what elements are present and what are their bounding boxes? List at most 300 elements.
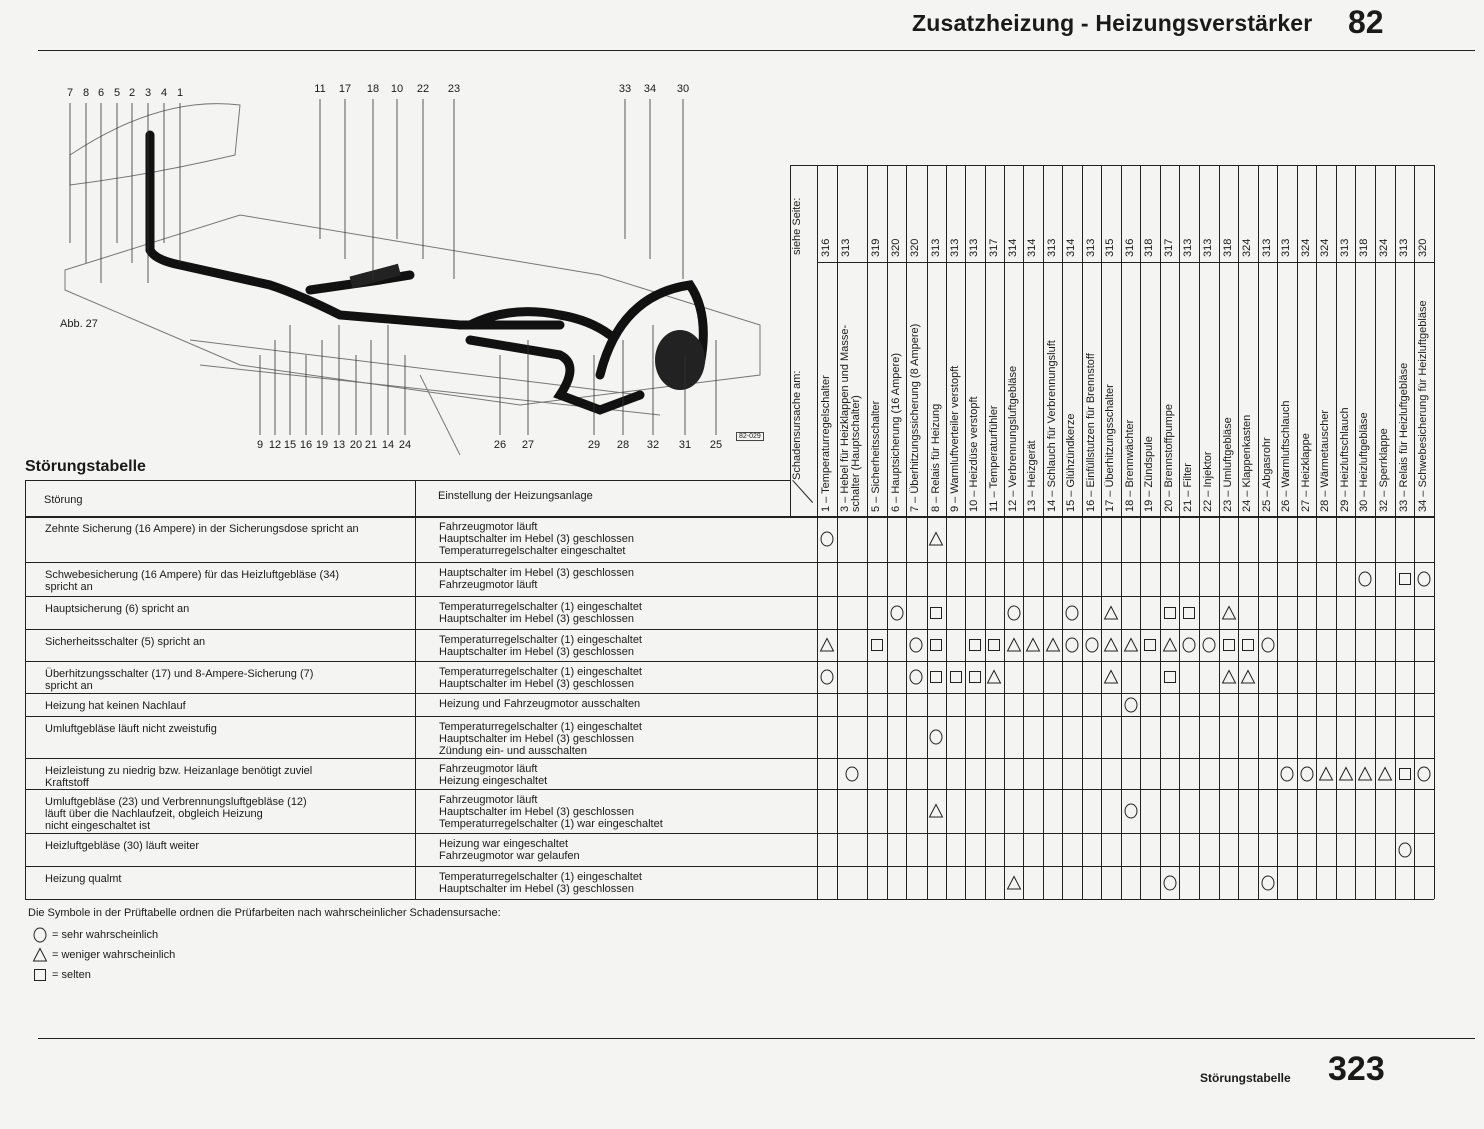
callout-label: 9: [256, 439, 264, 451]
row-stoerung: Schwebesicherung (16 Ampere) für das Heizluftgebläse (34) spricht an: [45, 569, 340, 593]
square-symbol: [1142, 637, 1158, 653]
column-header-page: 313: [1398, 238, 1410, 257]
matrix-mark: [1123, 697, 1139, 713]
column-divider: [1297, 165, 1298, 899]
legend-item: [32, 967, 91, 983]
triangle-symbol: [1123, 637, 1139, 653]
square-symbol: [928, 605, 944, 621]
matrix-mark: [1416, 571, 1432, 587]
triangle-symbol: [928, 803, 944, 819]
triangle-symbol: [1240, 669, 1256, 685]
circle-symbol: [1416, 571, 1432, 587]
callout-label: 2: [128, 87, 136, 99]
column-header-page: 315: [1104, 238, 1116, 257]
column-header-label: 30 – Heizluftgebläse: [1358, 412, 1370, 512]
row-stoerung: Hauptsicherung (6) spricht an: [45, 603, 190, 615]
matrix-mark: [1045, 637, 1061, 653]
column-header-label: 28 – Wärmetauscher: [1319, 409, 1331, 512]
column-divider: [1277, 165, 1278, 899]
legend-label: = weniger wahrscheinlich: [52, 949, 176, 961]
square-symbol: [1240, 637, 1256, 653]
square-symbol: [1397, 571, 1413, 587]
matrix-mark: [869, 637, 885, 653]
matrix-mark: [1142, 637, 1158, 653]
column-divider: [1414, 165, 1415, 899]
column-header-page: 313: [968, 238, 980, 257]
circle-symbol: [819, 669, 835, 685]
row-einstellung: Temperaturregelschalter (1) eingeschaltet Hauptschalter im Hebel (3) geschlossen: [439, 666, 642, 690]
circle-symbol: [1181, 637, 1197, 653]
column-header-label: 14 – Schlauch für Verbrennungsluft: [1046, 340, 1058, 512]
column-divider: [1179, 165, 1180, 899]
circle-symbol: [1357, 571, 1373, 587]
column-header-page: 313: [1085, 238, 1097, 257]
column-header-label: 18 – Brennwächter: [1124, 419, 1136, 512]
matrix-mark: [1162, 605, 1178, 621]
matrix-mark: [1260, 637, 1276, 653]
column-header-page: 313: [1182, 238, 1194, 257]
matrix-mark: [819, 669, 835, 685]
matrix-mark: [819, 531, 835, 547]
chapter-title: Zusatzheizung - Heizungsverstärker: [912, 10, 1313, 36]
matrix-mark: [967, 637, 983, 653]
circle-symbol: [1123, 803, 1139, 819]
matrix-mark: [1357, 571, 1373, 587]
matrix-mark: [928, 803, 944, 819]
matrix-mark: [928, 669, 944, 685]
callout-label: 33: [618, 83, 632, 95]
square-symbol: [32, 967, 48, 983]
triangle-symbol: [1103, 605, 1119, 621]
triangle-symbol: [1162, 637, 1178, 653]
circle-symbol: [1279, 766, 1295, 782]
callout-label: 25: [709, 439, 723, 451]
footer-rule: [38, 1038, 1475, 1039]
circle-symbol: [1201, 637, 1217, 653]
circle-symbol: [1123, 697, 1139, 713]
square-symbol: [1181, 605, 1197, 621]
row-stoerung: Überhitzungsschalter (17) und 8-Ampere-Sicherung (7) spricht an: [45, 668, 314, 692]
callout-label: 24: [398, 439, 412, 451]
callout-label: 20: [349, 439, 363, 451]
triangle-symbol: [1221, 605, 1237, 621]
matrix-mark: [928, 729, 944, 745]
triangle-symbol: [1025, 637, 1041, 653]
column-header-page: 324: [1241, 238, 1253, 257]
legend-item: [32, 947, 175, 963]
callout-label: 5: [113, 87, 121, 99]
callout-label: 1: [176, 87, 184, 99]
column-header-page: 317: [1163, 238, 1175, 257]
column-header-page: 313: [1339, 238, 1351, 257]
triangle-symbol: [1338, 766, 1354, 782]
row-divider: [25, 758, 1434, 759]
column-header-page: 313: [1046, 238, 1058, 257]
table-border: [25, 480, 790, 481]
matrix-mark: [986, 669, 1002, 685]
row-stoerung: Zehnte Sicherung (16 Ampere) in der Sicherungsdose spricht an: [45, 523, 359, 535]
matrix-mark: [908, 637, 924, 653]
column-header-page: 314: [1026, 238, 1038, 257]
matrix-mark: [1162, 669, 1178, 685]
column-divider: [906, 165, 907, 899]
square-symbol: [1397, 766, 1413, 782]
row-stoerung: Umluftgebläse läuft nicht zweistufig: [45, 723, 217, 735]
callout-label: 23: [447, 83, 461, 95]
row-stoerung: Heizleistung zu niedrig bzw. Heizanlage benötigt zuviel Kraftstoff: [45, 765, 313, 789]
column-header-page: 316: [1124, 238, 1136, 257]
matrix-mark: [1377, 766, 1393, 782]
row-divider: [25, 693, 1434, 694]
circle-symbol: [1064, 637, 1080, 653]
footer-label: Störungstabelle: [1200, 1071, 1291, 1085]
matrix-mark: [1064, 637, 1080, 653]
column-divider: [1199, 165, 1200, 899]
header-rule: [38, 50, 1475, 51]
triangle-symbol: [32, 947, 48, 963]
row-divider: [25, 899, 1434, 900]
column-header-page: 313: [1202, 238, 1214, 257]
matrix-mark: [1221, 637, 1237, 653]
triangle-symbol: [1377, 766, 1393, 782]
circle-symbol: [889, 605, 905, 621]
column-header-label: 34 – Schwebesicherung für Heizluftgebläse: [1417, 300, 1429, 512]
legend-label: = sehr wahrscheinlich: [52, 929, 159, 941]
column-header-label: 1 – Temperaturregelschalter: [820, 375, 832, 512]
column-header-page: 320: [909, 238, 921, 257]
page-number: 323: [1328, 1050, 1385, 1088]
heater-illustration: [40, 75, 770, 475]
callout-label: 7: [66, 87, 74, 99]
column-header-page: 319: [869, 238, 882, 257]
column-header-label: 15 – Glühzündkerze: [1065, 413, 1077, 512]
column-header-page: 320: [890, 238, 902, 257]
matrix-mark: [1397, 766, 1413, 782]
matrix-mark: [819, 637, 835, 653]
callout-label: 27: [521, 439, 535, 451]
matrix-mark: [1006, 637, 1022, 653]
matrix-mark: [1103, 637, 1119, 653]
column-header-label: 5 – Sicherheitsschalter: [869, 400, 882, 512]
square-symbol: [1162, 669, 1178, 685]
column-header-page: 324: [1319, 238, 1331, 257]
callout-label: 30: [676, 83, 690, 95]
matrix-mark: [1103, 605, 1119, 621]
matrix-mark: [1103, 669, 1119, 685]
column-divider: [1101, 165, 1102, 899]
column-header-label: 12 – Verbrennungsluftgebläse: [1007, 365, 1019, 512]
row-einstellung: Heizung und Fahrzeugmotor ausschalten: [439, 698, 641, 710]
column-header-page: 313: [929, 238, 942, 257]
table-border: [817, 262, 1434, 263]
column-divider: [1375, 165, 1376, 899]
row-einstellung: Temperaturregelschalter (1) eingeschaltet Hauptschalter im Hebel (3) geschlossen Zündung ein- und ausschalten: [439, 721, 642, 757]
square-symbol: [1221, 637, 1237, 653]
callout-label: 31: [678, 439, 692, 451]
matrix-mark: [1397, 842, 1413, 858]
legend-item: [32, 927, 158, 943]
column-divider: [837, 165, 838, 899]
matrix-mark: [1279, 766, 1295, 782]
row-divider: [25, 562, 1434, 563]
row-einstellung: Temperaturregelschalter (1) eingeschaltet Hauptschalter im Hebel (3) geschlossen: [439, 634, 642, 658]
row-divider: [25, 596, 1434, 597]
triangle-symbol: [1221, 669, 1237, 685]
legend-intro: Die Symbole in der Prüftabelle ordnen die Prüfarbeiten nach wahrscheinlicher Schadensursache:: [28, 907, 501, 919]
circle-symbol: [1006, 605, 1022, 621]
column-header-page: 316: [820, 238, 832, 257]
callout-label: 12: [268, 439, 282, 451]
callout-label: 11: [314, 83, 326, 95]
matrix-mark: [1221, 605, 1237, 621]
square-symbol: [869, 637, 885, 653]
column-header-page: 313: [949, 238, 961, 257]
square-symbol: [986, 637, 1002, 653]
row-einstellung: Temperaturregelschalter (1) eingeschaltet Hauptschalter im Hebel (3) geschlossen: [439, 601, 642, 625]
circle-symbol: [1064, 605, 1080, 621]
matrix-mark: [1338, 766, 1354, 782]
column-divider: [1082, 165, 1083, 899]
matrix-mark: [1357, 766, 1373, 782]
triangle-symbol: [1103, 637, 1119, 653]
triangle-symbol: [1357, 766, 1373, 782]
column-divider: [946, 165, 947, 899]
callout-label: 3: [144, 87, 152, 99]
column-header-label: 33 – Relais für Heizluftgebläse: [1398, 362, 1410, 512]
matrix-mark: [948, 669, 964, 685]
row-einstellung: Hauptschalter im Hebel (3) geschlossen Fahrzeugmotor läuft: [439, 567, 635, 591]
column-header-page: 324: [1378, 238, 1390, 257]
callout-label: 28: [616, 439, 630, 451]
column-header-page: 317: [987, 238, 1000, 257]
column-divider: [1434, 165, 1435, 899]
callout-label: 21: [364, 439, 378, 451]
column-divider: [1238, 165, 1239, 899]
circle-symbol: [1397, 842, 1413, 858]
callout-label: 14: [381, 439, 395, 451]
column-divider: [415, 480, 416, 899]
circle-symbol: [32, 927, 48, 943]
matrix-mark: [1240, 637, 1256, 653]
callout-label: 15: [283, 439, 297, 451]
matrix-mark: [1299, 766, 1315, 782]
circle-symbol: [1162, 875, 1178, 891]
circle-symbol: [908, 669, 924, 685]
square-symbol: [928, 637, 944, 653]
column-divider: [1062, 165, 1063, 899]
callout-label: 19: [315, 439, 329, 451]
column-header-label: 24 – Klappenkasten: [1241, 414, 1253, 512]
header-diagonal: [792, 480, 813, 503]
circle-symbol: [1260, 637, 1276, 653]
column-divider: [985, 165, 986, 899]
column-header-page: 313: [1261, 238, 1273, 257]
column-divider: [1043, 165, 1044, 899]
column-divider: [1219, 165, 1220, 899]
image-code: 82-029: [736, 432, 764, 441]
matrix-mark: [1181, 637, 1197, 653]
callout-label: 34: [643, 83, 657, 95]
callout-label: 13: [332, 439, 346, 451]
matrix-mark: [967, 669, 983, 685]
column-header-label: 26 – Warmluftschlauch: [1280, 400, 1292, 512]
column-header-page: 313: [1280, 238, 1292, 257]
row-einstellung: Temperaturregelschalter (1) eingeschaltet Hauptschalter im Hebel (3) geschlossen: [439, 871, 642, 895]
circle-symbol: [1260, 875, 1276, 891]
row-divider: [25, 629, 1434, 630]
column-divider: [1316, 165, 1317, 899]
callout-label: 6: [97, 87, 105, 99]
column-header-label: 32 – Sperrklappe: [1378, 428, 1390, 512]
column-divider: [1336, 165, 1337, 899]
callout-label: 16: [299, 439, 313, 451]
column-header-label: 19 – Zündspule: [1143, 436, 1155, 512]
row-stoerung: Umluftgebläse (23) und Verbrennungsluftgebläse (12) läuft über die Nachlaufzeit, obgleich Heizung nicht eingeschaltet ist: [45, 796, 307, 832]
square-symbol: [928, 669, 944, 685]
matrix-mark: [928, 605, 944, 621]
column-header-label: 11 – Temperaturfühler: [987, 405, 1000, 512]
callout-label: 18: [366, 83, 380, 95]
column-header-label: 20 – Brennstoffpumpe: [1163, 403, 1175, 512]
matrix-mark: [1260, 875, 1276, 891]
column-header-label: 16 – Einfüllstutzen für Brennstoff: [1085, 353, 1097, 512]
square-symbol: [967, 637, 983, 653]
callout-label: 4: [160, 87, 168, 99]
column-header-label: 17 – Überhitzungsschalter: [1104, 384, 1116, 512]
column-header-label: 13 – Heizgerät: [1026, 440, 1038, 512]
heater-system-diagram: [40, 75, 770, 475]
row-einstellung: Heizung war eingeschaltet Fahrzeugmotor war gelaufen: [439, 838, 580, 862]
column-divider: [887, 165, 888, 899]
square-symbol: [1162, 605, 1178, 621]
row-divider: [25, 866, 1434, 867]
callout-label: 10: [390, 83, 404, 95]
circle-symbol: [1416, 766, 1432, 782]
column-divider: [1140, 165, 1141, 899]
header-einstellung: Einstellung der Heizungsanlage: [438, 490, 593, 502]
row-divider: [25, 716, 1434, 717]
chapter-number: 82: [1348, 4, 1384, 40]
circle-symbol: [928, 729, 944, 745]
matrix-mark: [1123, 803, 1139, 819]
matrix-mark: [1221, 669, 1237, 685]
column-header-label: 8 – Relais für Heizung: [929, 403, 942, 512]
matrix-mark: [844, 766, 860, 782]
callout-label: 26: [493, 439, 507, 451]
matrix-mark: [1123, 637, 1139, 653]
triangle-symbol: [1006, 875, 1022, 891]
callout-label: 32: [646, 439, 660, 451]
matrix-mark: [1006, 605, 1022, 621]
triangle-symbol: [1006, 637, 1022, 653]
column-header-page: 320: [1417, 238, 1429, 257]
row-stoerung: Sicherheitsschalter (5) spricht an: [45, 636, 206, 648]
triangle-symbol: [1045, 637, 1061, 653]
matrix-mark: [928, 637, 944, 653]
matrix-mark: [1064, 605, 1080, 621]
column-header-label: 3 – Hebel für Heizklappen und Masse- schalter (Hauptschalter): [839, 324, 862, 512]
column-header-page: 313: [840, 238, 852, 257]
row-stoerung: Heizung hat keinen Nachlauf: [45, 700, 186, 712]
column-divider: [1023, 165, 1024, 899]
column-header-label: 29 – Heizluftschlauch: [1339, 407, 1351, 512]
column-header-label: 27 – Heizklappe: [1300, 433, 1312, 512]
square-symbol: [967, 669, 983, 685]
table-border: [25, 480, 26, 899]
column-divider: [1355, 165, 1356, 899]
square-symbol: [948, 669, 964, 685]
column-header-label: 9 – Warmluftverteiler verstopft: [949, 365, 961, 512]
triangle-symbol: [819, 637, 835, 653]
column-header-page: 318: [1143, 238, 1155, 257]
circle-symbol: [844, 766, 860, 782]
row-stoerung: Heizung qualmt: [45, 873, 122, 885]
row-einstellung: Fahrzeugmotor läuft Heizung eingeschaltet: [439, 763, 548, 787]
matrix-mark: [908, 669, 924, 685]
figure-caption: Abb. 27: [60, 318, 98, 330]
column-header-label: 7 – Überhitzungssicherung (8 Ampere): [909, 323, 921, 512]
column-divider: [817, 165, 818, 899]
column-header-page: 318: [1358, 238, 1370, 257]
matrix-mark: [1162, 637, 1178, 653]
column-header-label: 10 – Heizdüse verstopft: [968, 396, 980, 512]
circle-symbol: [1084, 637, 1100, 653]
column-divider: [1004, 165, 1005, 899]
callout-label: 29: [587, 439, 601, 451]
header-seite: siehe Seite:: [791, 197, 803, 255]
triangle-symbol: [986, 669, 1002, 685]
column-header-page: 314: [1007, 238, 1019, 257]
circle-symbol: [908, 637, 924, 653]
column-header-label: 21 – Filter: [1182, 463, 1194, 512]
section-title: Störungstabelle: [25, 458, 146, 475]
circle-symbol: [819, 531, 835, 547]
callout-label: 22: [416, 83, 430, 95]
row-einstellung: Fahrzeugmotor läuft Hauptschalter im Hebel (3) geschlossen Temperaturregelschalter (1) war eingeschaltet: [439, 794, 663, 830]
matrix-mark: [1025, 637, 1041, 653]
matrix-mark: [889, 605, 905, 621]
column-divider: [965, 165, 966, 899]
callout-label: 17: [338, 83, 352, 95]
row-divider: [25, 789, 1434, 790]
row-stoerung: Heizluftgebläse (30) läuft weiter: [45, 840, 200, 852]
callout-label: 8: [82, 87, 90, 99]
triangle-symbol: [1318, 766, 1334, 782]
matrix-mark: [1201, 637, 1217, 653]
matrix-mark: [1318, 766, 1334, 782]
row-divider: [25, 661, 1434, 662]
matrix-mark: [1162, 875, 1178, 891]
row-divider: [25, 516, 1434, 518]
matrix-mark: [1416, 766, 1432, 782]
matrix-mark: [1006, 875, 1022, 891]
column-divider: [1160, 165, 1161, 899]
header-ursache: Schadensursache am:: [791, 370, 803, 480]
matrix-mark: [1397, 571, 1413, 587]
matrix-mark: [1240, 669, 1256, 685]
column-divider: [867, 165, 868, 899]
column-header-label: 6 – Hauptsicherung (16 Ampere): [890, 353, 902, 512]
column-divider: [1395, 165, 1396, 899]
header-stoerung: Störung: [44, 494, 83, 506]
matrix-mark: [1084, 637, 1100, 653]
matrix-mark: [928, 531, 944, 547]
row-einstellung: Fahrzeugmotor läuft Hauptschalter im Hebel (3) geschlossen Temperaturregelschalter eingeschaltet: [439, 521, 635, 557]
legend-label: = selten: [52, 969, 91, 981]
column-header-label: 23 – Umluftgebläse: [1222, 417, 1234, 512]
column-header-label: 25 – Abgasrohr: [1261, 437, 1273, 512]
row-divider: [25, 833, 1434, 834]
